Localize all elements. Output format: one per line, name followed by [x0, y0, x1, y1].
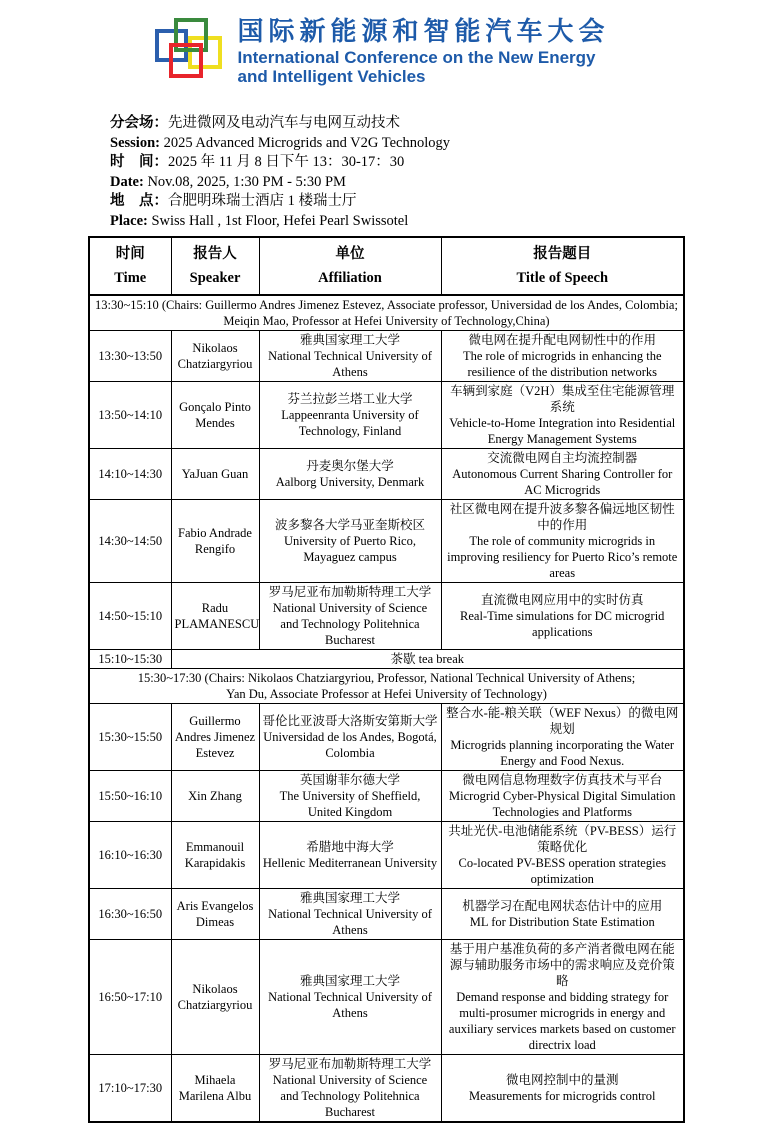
title-zh: 基于用户基准负荷的多产消者微电网在能源与辅助服务市场中的需求响应及竞价策略: [449, 942, 675, 988]
title-cell: [441, 889, 684, 940]
title-cell: [441, 1055, 684, 1123]
time-cell: 16:30~16:50: [89, 889, 171, 940]
column-header-zh: 报告题目: [533, 246, 592, 262]
title-cell: [441, 583, 684, 650]
title-en: ML for Distribution State Estimation: [469, 915, 655, 929]
column-header-en: Speaker: [189, 270, 241, 286]
time-cell: 16:10~16:30: [89, 822, 171, 889]
speaker-cell: Gonçalo Pinto Mendes: [171, 382, 259, 449]
affiliation-zh: 雅典国家理工大学: [299, 891, 400, 905]
title-cell: [441, 822, 684, 889]
session-line-time-zh: [110, 153, 765, 173]
time-cell: 16:50~17:10: [89, 940, 171, 1055]
title-cell: [441, 771, 684, 822]
table-row: [89, 650, 684, 669]
session-value: 先进微网及电动汽车与电网互动技术: [168, 115, 400, 131]
affiliation-cell: [259, 940, 441, 1055]
session-line-session-en: [110, 134, 765, 154]
affiliation-zh: 罗马尼亚布加勒斯特理工大学: [268, 585, 432, 599]
column-header-time: [89, 237, 171, 295]
affiliation-en: The University of Sheffield, United Kingdom: [279, 789, 421, 819]
affiliation-zh: 雅典国家理工大学: [299, 333, 400, 347]
affiliation-cell: [259, 449, 441, 500]
column-header-en: Title of Speech: [516, 270, 609, 286]
affiliation-cell: [259, 1055, 441, 1123]
speaker-cell: Radu PLAMANESCU: [171, 583, 259, 650]
title-en: Co-located PV-BESS operation strategies optimization: [458, 856, 666, 886]
title-cell: [441, 382, 684, 449]
table-row: [89, 331, 684, 382]
affiliation-zh: 波多黎各大学马亚奎斯校区: [274, 518, 425, 532]
speaker-cell: Mihaela Marilena Albu: [171, 1055, 259, 1123]
affiliation-zh: 英国谢菲尔德大学: [299, 773, 400, 787]
session-value: Swiss Hall , 1st Floor, Hefei Pearl Swissotel: [147, 212, 409, 229]
logo-square-red: [169, 43, 203, 78]
title-cell: [441, 331, 684, 382]
session-label: Date:: [110, 173, 144, 190]
title-zh: 整合水-能-粮关联（WEF Nexus）的微电网规划: [446, 706, 679, 736]
session-value: 2025 Advanced Microgrids and V2G Technology: [159, 134, 450, 151]
affiliation-cell: [259, 331, 441, 382]
title-zh: 交流微电网自主均流控制器: [487, 451, 638, 465]
column-header-zh: 时间: [115, 246, 145, 262]
session-label: 地 点：: [110, 193, 168, 209]
conference-title-en-line2: and Intelligent Vehicles: [237, 67, 426, 86]
affiliation-en: National Technical University of Athens: [268, 990, 432, 1020]
session-line-date-en: [110, 173, 765, 193]
session-line-place-en: [110, 212, 765, 232]
time-cell: 13:30~13:50: [89, 331, 171, 382]
time-cell: 15:30~15:50: [89, 704, 171, 771]
affiliation-en: National Technical University of Athens: [268, 349, 432, 379]
speaker-cell: Fabio Andrade Rengifo: [171, 500, 259, 583]
time-cell: 15:10~15:30: [89, 650, 171, 669]
session-line-venue-zh: [110, 114, 765, 134]
time-cell: 14:10~14:30: [89, 449, 171, 500]
title-en: The role of microgrids in enhancing the resilience of the distribution networks: [462, 349, 662, 379]
chairs-cell: 13:30~15:10 (Chairs: Guillermo Andres Jimenez Estevez, Associate professor, Universidad de los Andes, Colombia; Meiqin Mao, Professor at Hefei University of Technology,China): [89, 295, 684, 331]
session-label: 时 间：: [110, 154, 168, 170]
title-en: Measurements for microgrids control: [469, 1089, 656, 1103]
affiliation-zh: 芬兰拉彭兰塔工业大学: [287, 392, 413, 406]
affiliation-zh: 丹麦奥尔堡大学: [306, 459, 394, 473]
time-cell: 13:50~14:10: [89, 382, 171, 449]
session-value: Nov.08, 2025, 1:30 PM - 5:30 PM: [143, 173, 346, 190]
title-zh: 微电网在提升配电网韧性中的作用: [468, 333, 656, 347]
time-cell: 14:50~15:10: [89, 583, 171, 650]
affiliation-en: National University of Science and Technology Politehnica Bucharest: [272, 1073, 428, 1119]
column-header-speaker: [171, 237, 259, 295]
title-zh: 微电网控制中的量测: [505, 1073, 619, 1087]
title-en: Vehicle-to-Home Integration into Residential Energy Management Systems: [449, 416, 676, 446]
schedule-body: [89, 295, 684, 1122]
title-en: Demand response and bidding strategy for multi-prosumer microgrids in energy and auxiliary services markets based on customer directrix load: [448, 990, 676, 1052]
speaker-cell: Guillermo Andres Jimenez Estevez: [171, 704, 259, 771]
table-row: [89, 889, 684, 940]
conference-logo-icon: [155, 18, 225, 80]
affiliation-en: Universidad de los Andes, Bogotá, Colombia: [263, 730, 437, 760]
affiliation-zh: 罗马尼亚布加勒斯特理工大学: [268, 1057, 432, 1071]
column-header-en: Time: [114, 270, 147, 286]
table-row: [89, 583, 684, 650]
title-zh: 机器学习在配电网状态估计中的应用: [462, 899, 663, 913]
table-row: [89, 449, 684, 500]
session-info: [110, 114, 765, 231]
session-value: 2025 年 11 月 8 日下午 13：30-17：30: [168, 154, 405, 170]
session-label: Place:: [110, 212, 148, 229]
table-row: [89, 771, 684, 822]
affiliation-cell: [259, 822, 441, 889]
table-row: [89, 500, 684, 583]
affiliation-en: National University of Science and Technology Politehnica Bucharest: [272, 601, 428, 647]
affiliation-en: University of Puerto Rico, Mayaguez campus: [284, 534, 416, 564]
table-row: [89, 704, 684, 771]
speaker-cell: YaJuan Guan: [171, 449, 259, 500]
title-en: Microgrids planning incorporating the Water Energy and Food Nexus.: [450, 738, 675, 768]
time-cell: 15:50~16:10: [89, 771, 171, 822]
affiliation-cell: [259, 704, 441, 771]
affiliation-en: Aalborg University, Denmark: [275, 475, 425, 489]
title-zh: 社区微电网在提升波多黎各偏远地区韧性中的作用: [449, 502, 675, 532]
session-line-place-zh: [110, 192, 765, 212]
speaker-cell: Emmanouil Karapidakis: [171, 822, 259, 889]
affiliation-zh: 雅典国家理工大学: [299, 974, 400, 988]
title-zh: 车辆到家庭（V2H）集成至住宅能源管理系统: [450, 384, 675, 414]
column-header-zh: 单位: [335, 246, 365, 262]
title-cell: [441, 704, 684, 771]
session-value: 合肥明珠瑞士酒店 1 楼瑞士厅: [168, 193, 357, 209]
affiliation-cell: [259, 583, 441, 650]
table-header-row: [89, 237, 684, 295]
table-row: [89, 669, 684, 704]
table-row: [89, 822, 684, 889]
title-zh: 共址光伏-电池储能系统（PV-BESS）运行策略优化: [448, 824, 677, 854]
table-row: [89, 295, 684, 331]
column-header-affiliation: [259, 237, 441, 295]
affiliation-en: National Technical University of Athens: [268, 907, 432, 937]
title-zh: 直流微电网应用中的实时仿真: [480, 593, 644, 607]
title-en: Real-Time simulations for DC microgrid applications: [460, 609, 665, 639]
title-cell: [441, 449, 684, 500]
title-en: Microgrid Cyber-Physical Digital Simulation Technologies and Platforms: [449, 789, 676, 819]
break-cell: 茶歇 tea break: [171, 650, 684, 669]
chairs-cell: 15:30~17:30 (Chairs: Nikolaos Chatziargyriou, Professor, National Technical University of Athens; Yan Du, Associate Professor at Hefei University of Technology): [89, 669, 684, 704]
column-header-zh: 报告人: [193, 246, 237, 262]
affiliation-en: Lappeenranta University of Technology, Finland: [281, 408, 419, 438]
speaker-cell: Nikolaos Chatziargyriou: [171, 331, 259, 382]
affiliation-cell: [259, 500, 441, 583]
speaker-cell: Aris Evangelos Dimeas: [171, 889, 259, 940]
time-cell: 14:30~14:50: [89, 500, 171, 583]
session-label: Session:: [110, 134, 160, 151]
schedule-table: [88, 236, 685, 1123]
speaker-cell: Nikolaos Chatziargyriou: [171, 940, 259, 1055]
affiliation-cell: [259, 771, 441, 822]
column-header-title: [441, 237, 684, 295]
title-en: Autonomous Current Sharing Controller for AC Microgrids: [452, 467, 673, 497]
title-cell: [441, 500, 684, 583]
affiliation-cell: [259, 889, 441, 940]
column-header-en: Affiliation: [318, 270, 382, 286]
conference-title-en-line1: International Conference on the New Energy: [237, 48, 596, 67]
conference-header: [0, 0, 765, 86]
session-label: 分会场：: [110, 115, 168, 131]
affiliation-en: Hellenic Mediterranean University: [262, 856, 438, 870]
table-row: [89, 382, 684, 449]
time-cell: 17:10~17:30: [89, 1055, 171, 1123]
table-row: [89, 940, 684, 1055]
affiliation-cell: [259, 382, 441, 449]
title-cell: [441, 940, 684, 1055]
affiliation-zh: 哥伦比亚波哥大洛斯安第斯大学: [262, 714, 438, 728]
title-zh: 微电网信息物理数字仿真技术与平台: [462, 773, 663, 787]
table-row: [89, 1055, 684, 1123]
affiliation-zh: 希腊地中海大学: [306, 840, 394, 854]
title-en: The role of community microgrids in improving resiliency for Puerto Rico’s remote areas: [447, 534, 678, 580]
conference-title-zh: 国际新能源和智能汽车大会: [237, 17, 610, 46]
speaker-cell: Xin Zhang: [171, 771, 259, 822]
conference-titles: [237, 16, 609, 86]
